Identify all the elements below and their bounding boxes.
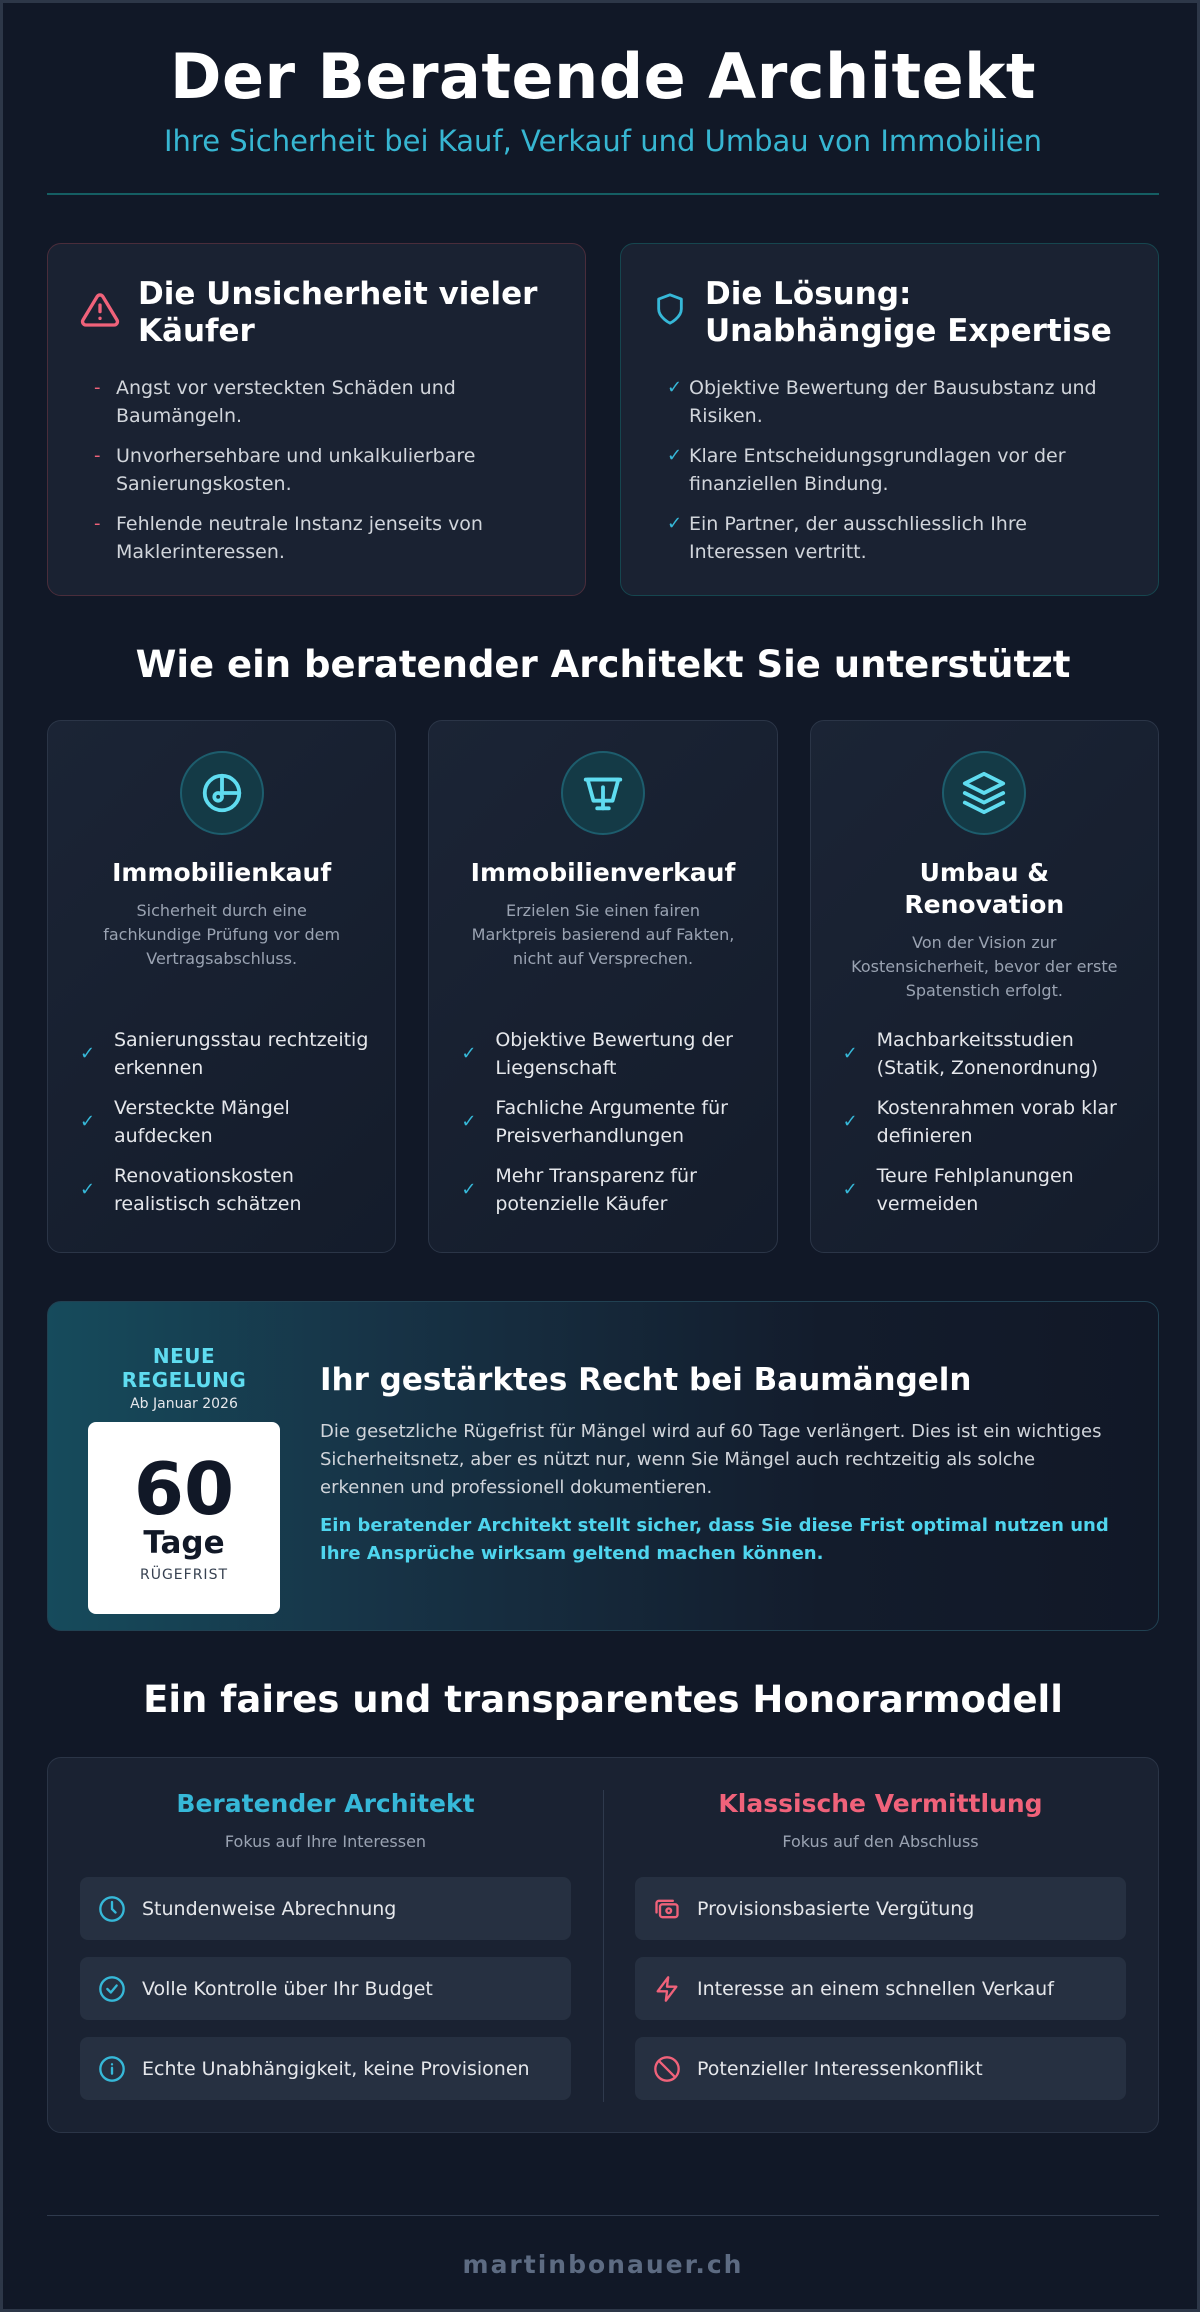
check-icon: ✓ [667,445,683,466]
dash-icon: - [94,513,101,534]
regulation-days-box [88,1422,280,1614]
service-list [80,1026,375,1230]
check-icon: ✓ [667,513,683,534]
fee-item [635,2037,1126,2100]
list-item [461,1094,756,1150]
footer-site: martinbonauer.ch [462,2250,744,2279]
fee-item [80,2037,571,2100]
fee-item-label: Stundenweise Abrechnung [142,1897,397,1920]
list-item [80,1162,375,1218]
solution-header [653,276,1126,350]
footer-divider [47,2215,1159,2216]
check-icon: ✓ [461,1043,477,1064]
check-icon: ✓ [842,1179,858,1200]
fee-column-subtitle: Fokus auf den Abschluss [782,1832,979,1851]
check-icon: ✓ [842,1111,858,1132]
list-item [461,1026,756,1082]
fee-column-broker [603,1758,1158,2132]
check-icon: ✓ [667,377,683,398]
regulation-small-label: RÜGEFRIST [139,1567,229,1583]
service-list [843,1026,1138,1230]
list-item-text: Teure Fehlplanungen vermeiden [876,1165,1074,1215]
solution-card [620,243,1159,596]
service-card-verkauf [428,720,777,1253]
fee-item-label: Potenzieller Interessenkonflikt [697,2057,983,2080]
fee-item [635,1877,1126,1940]
regulation-highlight: Ein beratender Architekt stellt sicher, dass Sie diese Frist optimal nutzen und Ihre Ansprüche wirksam geltend machen können. [320,1515,1109,1564]
check-icon: ✓ [461,1179,477,1200]
service-icon-circle [561,751,645,835]
list-item [80,1026,375,1082]
fee-item [635,1957,1126,2020]
problem-list [80,374,553,566]
fee-item-label: Echte Unabhängigkeit, keine Provisionen [142,2057,530,2080]
shield-icon [653,292,687,326]
warning-triangle-icon [80,290,120,330]
dash-icon: - [94,445,101,466]
fee-items [635,1877,1126,2100]
services-heading: Wie ein beratender Architekt Sie unterstützt [135,643,1071,686]
list-item-text: Kostenrahmen vorab klar definieren [876,1097,1117,1147]
service-list [461,1026,756,1230]
problem-title: Die Unsicherheit vieler Käufer [138,276,538,349]
list-item-text: Fachliche Argumente für Preisverhandlungen [495,1097,728,1147]
list-item-text: Mehr Transparenz für potenzielle Käufer [495,1165,697,1215]
dash-icon: - [94,377,101,398]
solution-title: Die Lösung: Unabhängige Expertise [705,276,1112,349]
service-title: Immobilienkauf [112,858,332,887]
fee-column-subtitle: Fokus auf Ihre Interessen [224,1832,427,1851]
lightning-icon [653,1975,681,2003]
list-item [94,442,553,498]
list-item-text: Ein Partner, der ausschliesslich Ihre Interessen vertritt. [689,513,1027,563]
list-item [843,1026,1138,1082]
fee-comparison [47,1757,1159,2133]
regulation-text: Die gesetzliche Rügefrist für Mängel wird auf 60 Tage verlängert. Dies ist ein wichtiges Sicherheitsnetz, aber es nützt nur, wenn Sie Mängel auch rechtzeitig als solche erkennen und professionell dokumentieren. [320,1421,1102,1498]
regulation-date: Ab Januar 2026 [130,1396,238,1412]
list-item [667,510,1126,566]
regulation-unit: Tage [143,1525,225,1561]
page-header [47,3,1159,159]
layers-icon [961,770,1007,816]
check-icon: ✓ [80,1043,96,1064]
check-circle-icon [98,1975,126,2003]
fee-column-architect [48,1758,603,2132]
check-icon: ✓ [461,1111,477,1132]
problem-solution-row [47,243,1159,596]
list-item [94,510,553,566]
page-subtitle: Ihre Sicherheit bei Kauf, Verkauf und Umbau von Immobilien [164,124,1042,158]
service-card-kauf [47,720,396,1253]
basket-icon [580,770,626,816]
fee-item [80,1877,571,1940]
info-circle-icon [98,2055,126,2083]
services-row [47,720,1159,1253]
fee-item [80,1957,571,2020]
problem-header [80,276,553,350]
list-item [94,374,553,430]
list-item [843,1162,1138,1218]
fee-column-title: Klassische Vermittlung [718,1789,1043,1818]
page-title: Der Beratende Architekt [170,40,1036,113]
list-item-text: Renovationskosten realistisch schätzen [114,1165,302,1215]
service-card-umbau [810,720,1159,1253]
list-item-text: Objektive Bewertung der Bausubstanz und Risiken. [689,377,1097,427]
list-item-text: Sanierungsstau rechtzeitig erkennen [114,1029,369,1079]
service-icon-circle [942,751,1026,835]
prohibited-icon [653,2055,681,2083]
list-item-text: Klare Entscheidungsgrundlagen vor der finanziellen Bindung. [689,445,1066,495]
service-title: Umbau & Renovation [904,858,1065,919]
check-icon: ✓ [842,1043,858,1064]
regulation-title: Ihr gestärktes Recht bei Baumängeln [320,1362,972,1398]
fee-divider [603,1790,604,2102]
fees-heading: Ein faires und transparentes Honorarmodell [143,1678,1063,1721]
check-icon: ✓ [80,1111,96,1132]
service-icon-circle [180,751,264,835]
list-item-text: Machbarkeitsstudien (Statik, Zonenordnung) [876,1029,1099,1079]
regulation-badge [88,1344,280,1614]
service-description: Erzielen Sie einen fairen Marktpreis basierend auf Fakten, nicht auf Versprechen. [471,901,735,968]
fee-item-label: Volle Kontrolle über Ihr Budget [142,1977,433,2000]
service-description: Sicherheit durch eine fachkundige Prüfung vor dem Vertragsabschluss. [103,901,341,968]
service-title: Immobilienverkauf [470,858,736,887]
list-item-text: Versteckte Mängel aufdecken [114,1097,290,1147]
regulation-number: 60 [133,1447,235,1531]
list-item-text: Objektive Bewertung der Liegenschaft [495,1029,733,1079]
check-icon: ✓ [80,1179,96,1200]
list-item [667,442,1126,498]
pie-chart-icon [199,770,245,816]
clock-icon [98,1895,126,1923]
money-icon [653,1895,681,1923]
problem-card [47,243,586,596]
list-item-text: Fehlende neutrale Instanz jenseits von Maklerinteressen. [116,513,483,563]
fee-items [80,1877,571,2100]
service-description: Von der Vision zur Kostensicherheit, bevor der erste Spatenstich erfolgt. [851,933,1118,1000]
page-content [47,3,1159,2279]
list-item-text: Angst vor versteckten Schäden und Baumängeln. [116,377,456,427]
fee-item-label: Interesse an einem schnellen Verkauf [697,1977,1054,2000]
list-item [80,1094,375,1150]
list-item-text: Unvorhersehbare und unkalkulierbare Sanierungskosten. [116,445,476,495]
fee-item-label: Provisionsbasierte Vergütung [697,1897,975,1920]
regulation-banner [47,1301,1159,1631]
list-item [843,1094,1138,1150]
regulation-content [320,1360,1118,1568]
list-item [461,1162,756,1218]
fee-column-title: Beratender Architekt [176,1789,475,1818]
regulation-tag: NEUE REGELUNG [121,1344,247,1392]
header-divider [47,193,1159,195]
solution-list [653,374,1126,566]
list-item [667,374,1126,430]
